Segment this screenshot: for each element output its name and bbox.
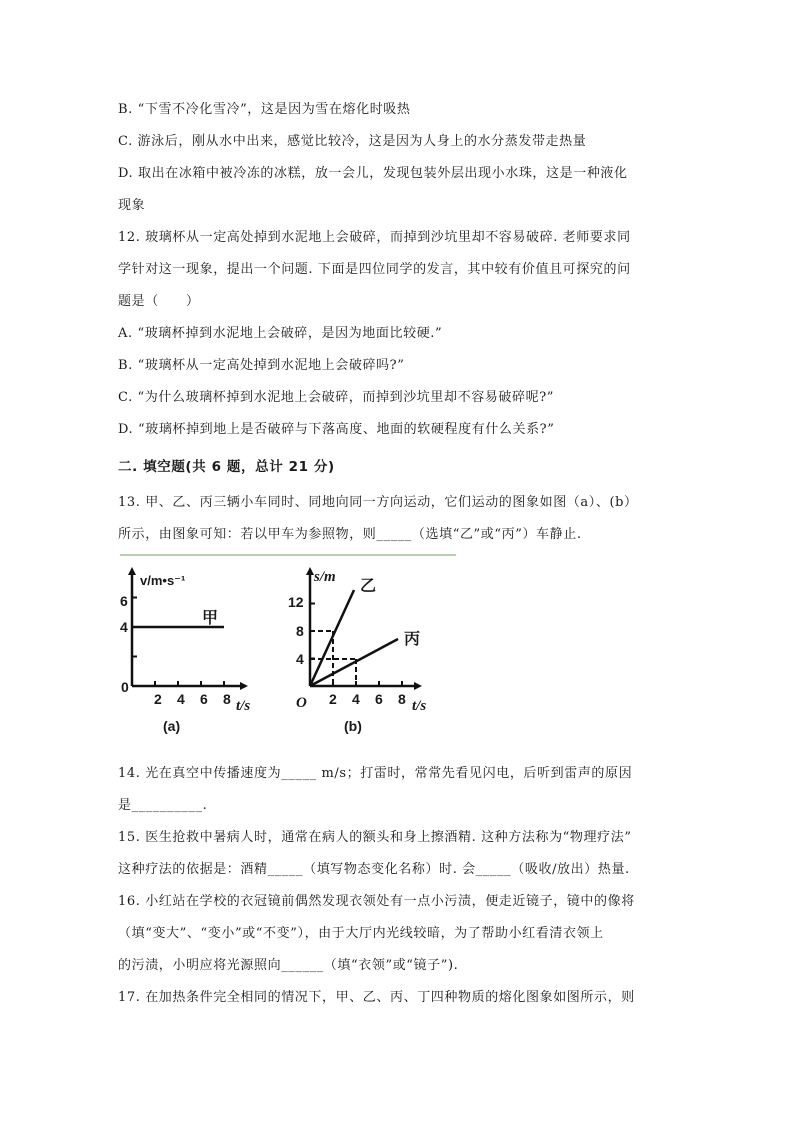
y-tick-label: 6 — [120, 593, 128, 609]
question-13: 13. 甲、乙、丙三辆小车同时、同地向同一方向运动，它们运动的图象如图（a）、(b） — [118, 495, 638, 510]
x-tick-label: 8 — [223, 691, 231, 707]
text-line: D. 取出在冰箱中被冷冻的冰糕，放一会儿，发现包装外层出现小水珠，这是一种液化 — [118, 166, 628, 181]
y-axis-label: v/m•s⁻¹ — [140, 573, 186, 588]
text-line: B. “下雪不冷化雪冷”，这是因为雪在熔化时吸热 — [118, 102, 411, 117]
text-line: 所示，由图象可知：若以甲车为参照物，则_____（选填“乙”或“丙”）车静止. — [118, 527, 582, 542]
text-line: 的污渍，小明应将光源照向______（填“衣领”或“镜子”). — [118, 958, 459, 973]
origin-label: O — [296, 695, 307, 711]
text-line: C. 游泳后，刚从水中出来，感觉比较冷，这是因为人身上的水分蒸发带走热量 — [118, 134, 587, 149]
series-label-bing: 丙 — [404, 631, 421, 648]
x-tick-label: 6 — [200, 691, 208, 707]
question-17: 17. 在加热条件完全相同的情况下，甲、乙、丙、丁四种物质的熔化图象如图所示，则 — [118, 990, 635, 1005]
graph-a — [120, 567, 250, 734]
question-15: 15. 医生抢救中暑病人时，通常在病人的额头和身上擦酒精. 这种方法称为“物理疗法” — [118, 830, 632, 845]
x-axis-arrow — [414, 682, 422, 690]
x-axis-label: t/s — [236, 698, 251, 714]
origin-label: 0 — [121, 679, 129, 695]
text-line: 是__________. — [118, 798, 208, 813]
x-tick-label: 6 — [375, 691, 383, 707]
motion-graphs-figure — [118, 553, 458, 743]
y-tick-label: 4 — [296, 651, 304, 667]
option-d: D. “玻璃杯掉到地上是否破碎与下落高度、地面的软硬程度有什么关系?” — [118, 422, 555, 437]
x-tick-label: 4 — [177, 691, 185, 707]
option-b: B. “玻璃杯从一定高处掉到水泥地上会破碎吗?” — [118, 358, 405, 373]
question-16: 16. 小红站在学校的衣冠镜前偶然发现衣领处有一点小污渍，便走近镜子，镜中的像将 — [118, 894, 635, 909]
series-line-bing — [310, 639, 398, 686]
question-12: 12. 玻璃杯从一定高处掉到水泥地上会破碎，而掉到沙坑里却不容易破碎. 老师要求同 — [118, 230, 631, 245]
question-14: 14. 光在真空中传播速度为_____ m/s；打雷时，常常先看见闪电，后听到雷声的原因 — [118, 766, 633, 781]
text-line: 题是（ ） — [118, 294, 200, 309]
series-label-jia: 甲 — [202, 610, 219, 627]
caption-b: (b) — [344, 718, 362, 734]
y-axis-arrow — [128, 567, 136, 575]
option-a: A. “玻璃杯掉到水泥地上会破碎，是因为地面比较硬.” — [118, 326, 443, 341]
option-c: C. “为什么玻璃杯掉到水泥地上会破碎，而掉到沙坑里却不容易破碎呢?” — [118, 390, 555, 405]
text-line: 现象 — [118, 198, 146, 213]
text-line: 学针对这一现象，提出一个问题. 下面是四位同学的发言，其中较有价值且可探究的问 — [118, 262, 631, 277]
x-tick-label: 4 — [352, 691, 360, 707]
y-tick-label: 8 — [296, 623, 304, 639]
y-tick-label: 4 — [120, 619, 128, 635]
graph-b — [288, 567, 426, 734]
x-axis-arrow — [240, 682, 248, 690]
text-line: （填“变大”、“变小”或“不变”），由于大厅内光线较暗，为了帮助小红看清衣领上 — [118, 926, 604, 941]
series-label-yi: 乙 — [360, 578, 377, 595]
x-tick-label: 2 — [154, 691, 162, 707]
section-heading: 二. 填空题(共 6 题，总计 21 分) — [118, 459, 335, 475]
x-axis-label: t/s — [412, 698, 427, 714]
text-line: 这种疗法的依据是：酒精_____（填写物态变化名称）时. 会_____（吸收/放出）热量. — [118, 862, 630, 877]
caption-a: (a) — [163, 718, 181, 734]
x-tick-label: 2 — [329, 691, 337, 707]
y-tick-label: 12 — [288, 594, 304, 610]
y-axis-arrow — [306, 567, 314, 575]
y-axis-label: s/m — [314, 569, 336, 585]
x-tick-label: 8 — [398, 691, 406, 707]
